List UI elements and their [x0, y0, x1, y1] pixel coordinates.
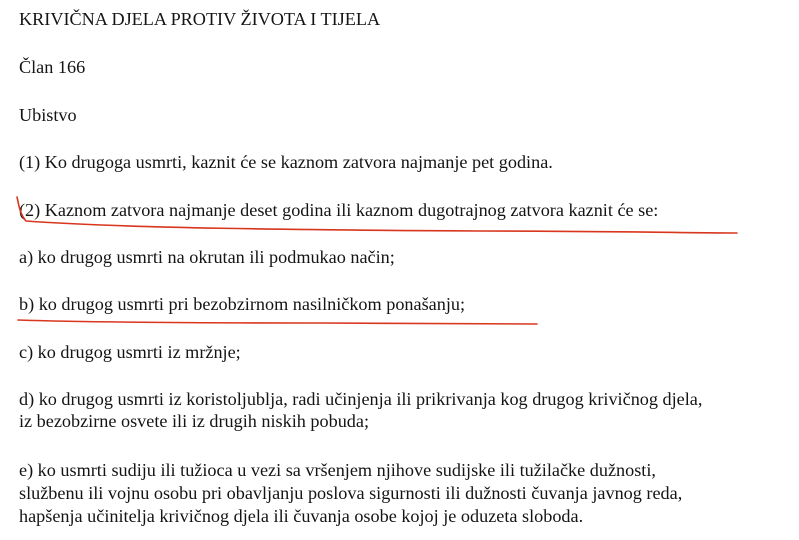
article-number: Član 166	[19, 57, 86, 77]
item-e-line-1: e) ko usmrti sudiju ili tužioca u vezi sa vršenjem njihove sudijske ili tužilačke dužnosti,	[19, 460, 656, 480]
item-b: b) ko drugog usmrti pri bezobzirnom nasilničkom ponašanju;	[19, 294, 466, 314]
item-a: a) ko drugog usmrti na okrutan ili podmukao način;	[19, 247, 395, 267]
underline-item-b	[18, 320, 537, 324]
item-e-line-2: službenu ili vojnu osobu pri obavljanju poslova sigurnosti ili dužnosti čuvanja javnog reda,	[19, 483, 683, 503]
paragraph-2: (2) Kaznom zatvora najmanje deset godina ili kaznom dugotrajnog zatvora kaznit će se:	[19, 200, 659, 220]
chapter-title: KRIVIČNA DJELA PROTIV ŽIVOTA I TIJELA	[19, 9, 381, 29]
item-d-line-1: d) ko drugog usmrti iz koristoljublja, radi učinjenja ili prikrivanja kog drugog krivičnog djela,	[19, 389, 703, 409]
paragraph-1: (1) Ko drugoga usmrti, kaznit će se kaznom zatvora najmanje pet godina.	[19, 152, 553, 172]
item-e-line-3: hapšenja učinitelja krivičnog djela ili čuvanja osobe kojoj je oduzeta sloboda.	[19, 506, 584, 526]
article-title: Ubistvo	[19, 105, 77, 125]
item-c: c) ko drugog usmrti iz mržnje;	[19, 342, 241, 362]
item-d-line-2: iz bezobzirne osvete ili iz drugih niskih pobuda;	[19, 411, 370, 431]
